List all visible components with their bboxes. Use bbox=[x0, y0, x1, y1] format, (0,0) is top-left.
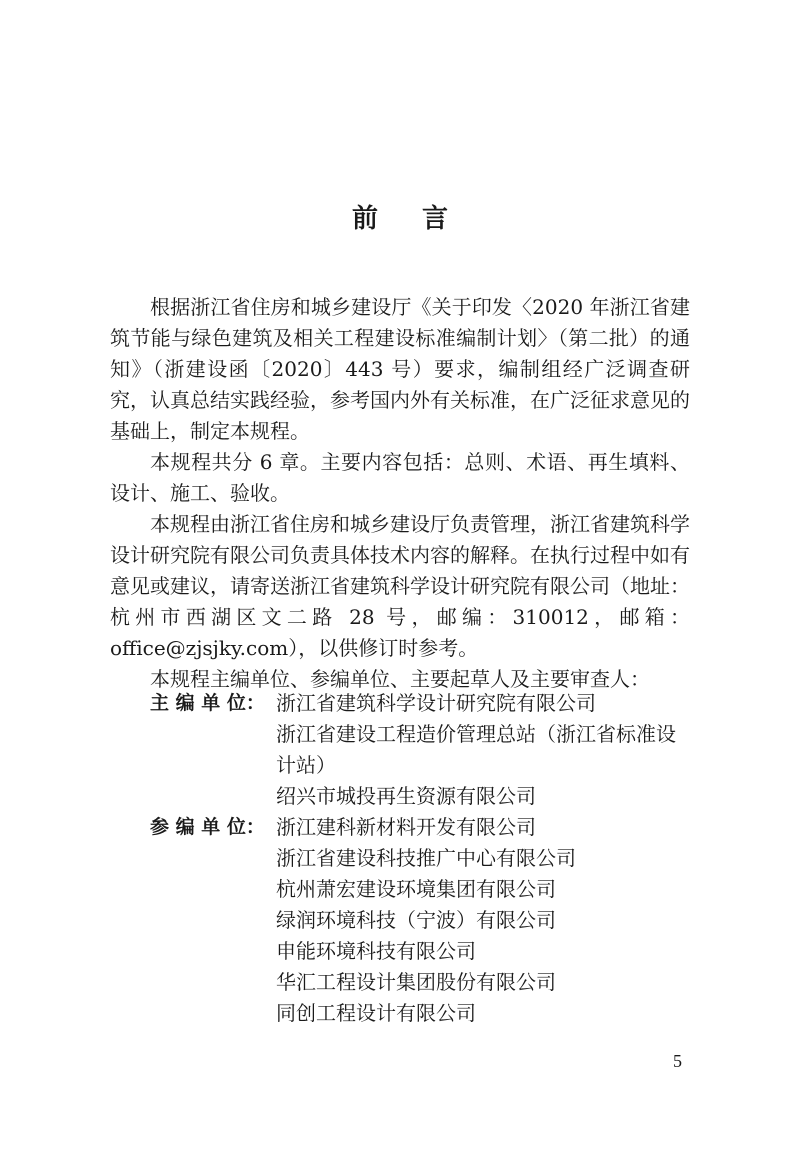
page-title bbox=[0, 198, 800, 235]
list-item: 申能环境科技有限公司 bbox=[276, 939, 476, 963]
list-item: 浙江省建筑科学设计研究院有限公司 bbox=[276, 691, 596, 715]
chief-units-label: 主 编 单 位： bbox=[150, 692, 265, 714]
list-item: 浙江建科新材料开发有限公司 bbox=[276, 815, 536, 839]
participating-units-group bbox=[150, 812, 695, 1029]
list-item: 浙江省建设科技推广中心有限公司 bbox=[276, 846, 576, 870]
list-item: 华汇工程设计集团股份有限公司 bbox=[276, 970, 556, 994]
title-char-2: 言 bbox=[422, 204, 449, 234]
list-item: 绍兴市城投再生资源有限公司 bbox=[276, 784, 536, 808]
list-item: 杭州萧宏建设环境集团有限公司 bbox=[276, 877, 556, 901]
chief-units-group bbox=[150, 688, 695, 812]
paragraph-management: 本规程由浙江省住房和城乡建设厅负责管理，浙江省建筑科学设计研究院有限公司负责具体技术内容的解释。在执行过程中如有意见或建议，请寄送浙江省建筑科学设计研究院有限公司（地址：杭州市西湖区文二路 28 号，邮编：310012，邮箱：office@zjsjky.com），以供修订时参考。 bbox=[110, 512, 690, 660]
title-char-1: 前 bbox=[351, 204, 378, 234]
list-item: 绿润环境科技（宁波）有限公司 bbox=[276, 908, 556, 932]
units-section bbox=[150, 688, 695, 1029]
list-item: 同创工程设计有限公司 bbox=[276, 1001, 476, 1025]
chief-units-list bbox=[276, 688, 695, 812]
participating-units-label: 参 编 单 位： bbox=[150, 816, 265, 838]
list-item: 浙江省建设工程造价管理总站（浙江省标准设计站） bbox=[276, 722, 676, 777]
paragraph-basis: 根据浙江省住房和城乡建设厅《关于印发〈2020 年浙江省建筑节能与绿色建筑及相关工程建设标准编制计划〉（第二批）的通知》（浙建设函〔2020〕443 号）要求，编制组经广泛调查研究，认真总结实践经验，参考国内外有关标准，在广泛征求意见的基础上，制定本规程。 bbox=[110, 295, 690, 443]
page-number: 5 bbox=[673, 1051, 682, 1071]
preface-body bbox=[110, 292, 690, 695]
participating-units-list bbox=[276, 812, 695, 1029]
paragraph-units-intro: 本规程主编单位、参编单位、主要起草人及主要审查人： bbox=[150, 667, 650, 691]
paragraph-chapters: 本规程共分 6 章。主要内容包括：总则、术语、再生填料、设计、施工、验收。 bbox=[110, 450, 690, 505]
